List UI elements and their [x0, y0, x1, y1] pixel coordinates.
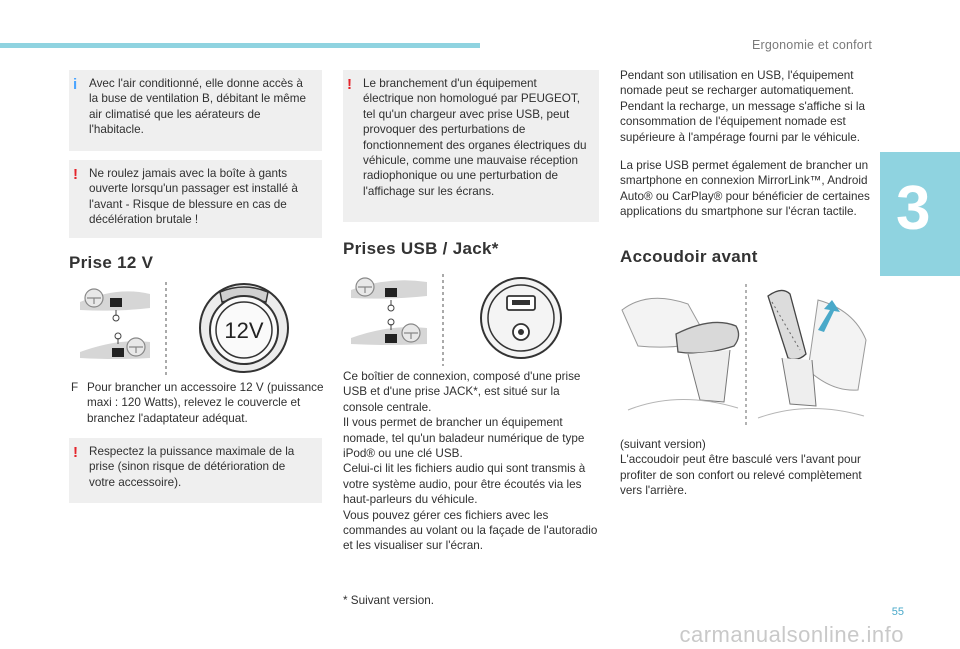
- warning-icon: !: [73, 166, 78, 183]
- charging-paragraph: Pendant son utilisation en USB, l'équipement nomade peut se recharger automatiquement. Pendant la recharge, un message s'affiche si la consommation de l'équipement nomade est supérieure à l'ampérage fourni par le véhicule.: [620, 69, 866, 144]
- note-text: Avec l'air conditionné, elle donne accès à la buse de ventilation B, débitant le même air climatisé que les aérateurs de l'habitacle.: [89, 77, 307, 137]
- instruction-12v: [71, 380, 339, 426]
- usb-paragraph: Il vous permet de brancher un équipement nomade, tel qu'un baladeur numérique de type iPod® ou une clé USB.: [343, 416, 585, 461]
- footnote: * Suivant version.: [343, 594, 434, 607]
- dashboard-bottom-view-icon: [351, 319, 427, 345]
- info-note-air-conditioning: [69, 70, 322, 151]
- watermark: carmanualsonline.info: [679, 622, 904, 647]
- warning-note-glovebox: [69, 160, 322, 238]
- usb-jack-socket-icon: [481, 278, 561, 358]
- armrest-illustration: [618, 280, 870, 430]
- section-title: Ergonomie et confort: [751, 38, 872, 52]
- section-heading-prise-12v: Prise 12 V: [69, 253, 154, 272]
- section-heading-usb-jack: Prises USB / Jack*: [343, 239, 499, 258]
- usb-description: [343, 369, 601, 554]
- armrest-caption: [620, 437, 872, 499]
- warning-icon: !: [73, 444, 78, 461]
- note-text: Ne roulez jamais avec la boîte à gants ouverte lorsqu'un passager est installé à l'avant - Risque de blessure en cas de décélération brutale !: [89, 167, 298, 227]
- note-text: Le branchement d'un équipement électrique non homologué par PEUGEOT, tel qu'un chargeur avec prise USB, peut provoquer des perturbations de fonctionnement des organes électriques du véhicule, comme une mauvaise réception radiophonique ou une perturbation de l'affichage sur les écrans.: [363, 77, 587, 198]
- warning-icon: !: [347, 76, 352, 93]
- warning-note-homologation: [343, 70, 599, 222]
- dashboard-top-view-icon: [351, 278, 427, 311]
- chapter-number: 3: [896, 174, 931, 243]
- caption-version: (suivant version): [620, 438, 706, 451]
- caption-text: L'accoudoir peut être basculé vers l'avant pour profiter de son confort ou relevé complètement vers l'arrière.: [620, 453, 862, 498]
- dashboard-top-view-icon: [80, 289, 150, 321]
- dashboard-bottom-view-icon: [80, 333, 150, 359]
- top-accent-bar: [0, 43, 480, 48]
- usb-paragraph: Ce boîtier de connexion, composé d'une prise USB et d'une prise JACK*, est situé sur la console centrale.: [343, 370, 581, 414]
- warning-note-power: [69, 438, 322, 503]
- section-heading-accoudoir: Accoudoir avant: [620, 247, 758, 266]
- page-number: 55: [891, 606, 904, 618]
- note-text: Respectez la puissance maximale de la prise (sinon risque de détérioration de votre accessoire).: [89, 445, 295, 489]
- usb-paragraph: Celui-ci lit les fichiers audio qui sont transmis à votre système audio, pour être écoutés via les haut-parleurs du véhicule.: [343, 462, 586, 507]
- socket-voltage-label: 12V: [224, 318, 264, 343]
- mirroring-paragraph: La prise USB permet également de brancher un smartphone en connexion MirrorLink™, Android Auto® ou CarPlay® pour bénéficier de certaines applications du smartphone sur l'écran tactile.: [620, 159, 870, 219]
- usb-paragraph: Vous pouvez gérer ces fichiers avec les commandes au volant ou la façade de l'autoradio et les visualiser sur l'écran.: [343, 508, 598, 553]
- info-icon: i: [73, 76, 78, 93]
- usb-location-illustration: [345, 272, 585, 368]
- instruction-text: Pour brancher un accessoire 12 V (puissance maxi : 120 Watts), relevez le couvercle et branchez l'adaptateur adéquat.: [87, 381, 324, 425]
- bullet-symbol: F: [71, 381, 79, 394]
- socket-location-illustration: [78, 280, 293, 380]
